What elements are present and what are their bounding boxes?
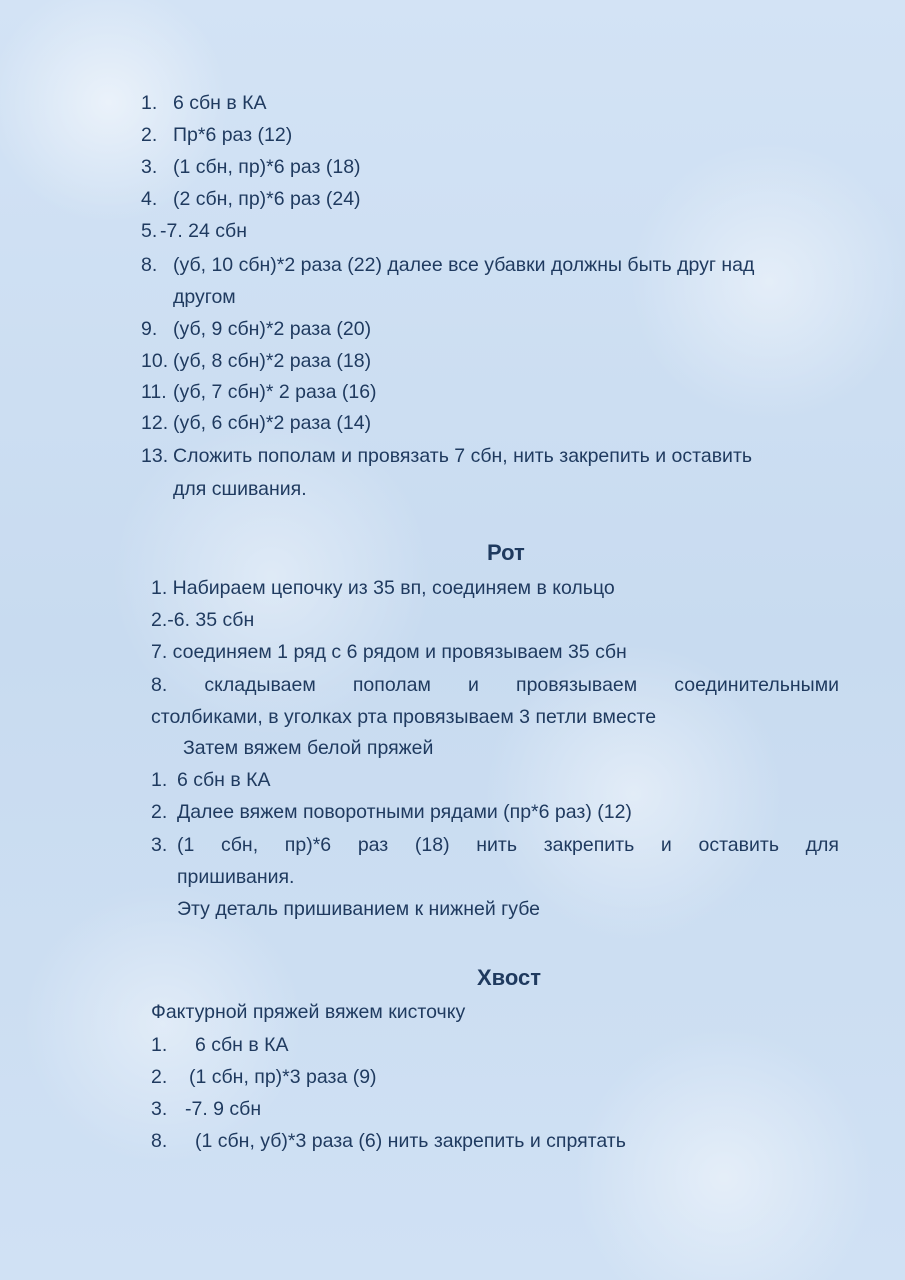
section-title-tail: Хвост bbox=[477, 965, 542, 990]
list-number: 5. bbox=[141, 220, 158, 242]
list-item: Сложить пополам и провязать 7 сбн, нить закрепить и оставить bbox=[173, 445, 753, 467]
list-number: 2. bbox=[151, 801, 168, 823]
list-number: 2. bbox=[151, 1066, 168, 1088]
list-item: (уб, 7 сбн)* 2 раза (16) bbox=[173, 381, 377, 403]
list-number: 13. bbox=[141, 445, 169, 467]
list-item: (уб, 6 сбн)*2 раза (14) bbox=[173, 412, 372, 434]
list-number: 8. bbox=[141, 254, 158, 276]
list-item-continuation: другом bbox=[173, 286, 236, 308]
list-item: -7. 24 сбн bbox=[160, 220, 247, 242]
list-number: 3. bbox=[151, 834, 168, 856]
instruction-line: столбиками, в уголках рта провязываем 3 петли вместе bbox=[151, 706, 657, 728]
list-item: Далее вяжем поворотными рядами (пр*6 раз) (12) bbox=[177, 801, 632, 823]
list-item: (уб, 9 сбн)*2 раза (20) bbox=[173, 318, 372, 340]
instruction-line: 1. Набираем цепочку из 35 вп, соединяем в кольцо bbox=[151, 577, 615, 599]
list-item: (2 сбн, пр)*6 раз (24) bbox=[173, 188, 361, 210]
instruction-line: Затем вяжем белой пряжей bbox=[183, 737, 434, 759]
list-number: 2. bbox=[141, 124, 158, 146]
list-number: 3. bbox=[141, 156, 158, 178]
section-title-mouth: Рот bbox=[487, 540, 525, 565]
list-number: 8. bbox=[151, 1130, 168, 1152]
list-number: 12. bbox=[141, 412, 169, 434]
list-item-continuation: для сшивания. bbox=[173, 478, 307, 500]
list-number: 10. bbox=[141, 350, 169, 372]
list-item: (1 сбн, пр)*6 раз (18) bbox=[173, 156, 361, 178]
list-number: 9. bbox=[141, 318, 158, 340]
list-number: 4. bbox=[141, 188, 158, 210]
list-item: Пр*6 раз (12) bbox=[173, 124, 293, 146]
instruction-line: 2.-6. 35 сбн bbox=[151, 609, 255, 631]
list-item-continuation: пришивания. bbox=[177, 866, 295, 888]
list-item: -7. 9 сбн bbox=[185, 1098, 262, 1120]
list-number: 1. bbox=[141, 92, 158, 114]
list-number: 11. bbox=[141, 381, 167, 403]
list-number: 1. bbox=[151, 769, 168, 791]
list-number: 1. bbox=[151, 1034, 168, 1056]
note-line: Эту деталь пришиванием к нижней губе bbox=[177, 898, 541, 920]
list-item: (уб, 8 сбн)*2 раза (18) bbox=[173, 350, 372, 372]
intro-line: Фактурной пряжей вяжем кисточку bbox=[151, 1001, 466, 1023]
list-item: (1 сбн, уб)*3 раза (6) нить закрепить и спрятать bbox=[195, 1130, 626, 1152]
list-item: (1 сбн, пр)*3 раза (9) bbox=[189, 1066, 377, 1088]
list-item: 6 сбн в КА bbox=[195, 1034, 289, 1056]
list-item: 6 сбн в КА bbox=[173, 92, 267, 114]
instruction-line: 7. соединяем 1 ряд с 6 рядом и провязываем 35 сбн bbox=[151, 641, 627, 663]
list-item: (уб, 10 сбн)*2 раза (22) далее все убавки должны быть друг над bbox=[173, 254, 755, 276]
instruction-line: 8. складываем пополам и провязываем соединительными bbox=[151, 674, 839, 696]
list-item: (1 сбн, пр)*6 раз (18) нить закрепить и оставить для bbox=[177, 834, 839, 856]
list-item: 6 сбн в КА bbox=[177, 769, 271, 791]
list-number: 3. bbox=[151, 1098, 168, 1120]
